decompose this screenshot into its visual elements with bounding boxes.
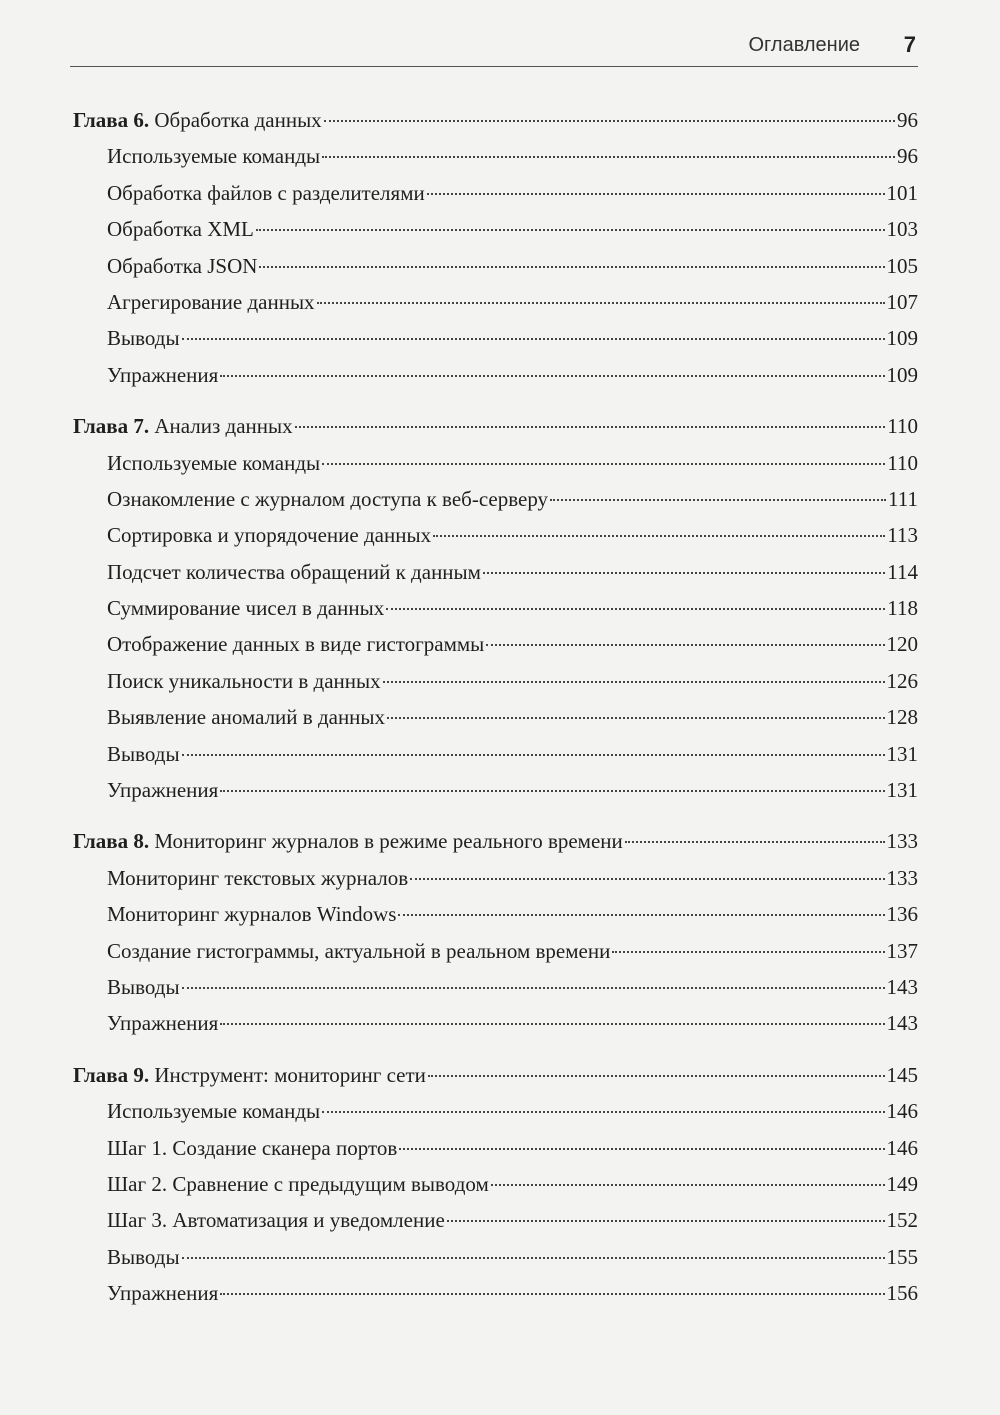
toc-entry-page: 105 [886,253,918,278]
toc-entry-title: Сортировка и упорядочение данных [107,523,432,548]
toc-entry [73,481,918,517]
chapter-title: Инструмент: мониторинг сети [154,1062,426,1087]
toc-entry-page: 114 [887,559,918,584]
chapter-page: 96 [897,108,918,132]
toc-entry [73,517,918,553]
toc-entry [73,248,918,284]
toc-entry-title: Используемые команды [107,144,321,169]
chapter-9 [73,1057,918,1312]
running-header [70,30,918,67]
toc-entry-page: 96 [897,144,918,169]
page-number: 7 [903,32,916,57]
toc-chapter-entry [73,1057,918,1093]
dot-leader [383,681,885,683]
dot-leader [491,1184,885,1186]
toc-entry [73,1093,918,1129]
dot-leader [486,644,884,646]
toc-entry [73,969,918,1005]
toc-entry [73,357,918,393]
toc-entry-page: 120 [886,632,918,657]
toc-entry [73,445,918,481]
toc-entry-title: Обработка JSON [107,253,258,278]
toc-entry-title: Обработка файлов с разделителями [107,180,425,205]
toc-entry [73,1166,918,1202]
toc-entry [73,175,918,211]
dot-leader [428,1075,885,1077]
dot-leader [427,193,885,195]
toc-entry [73,933,918,969]
dot-leader [447,1220,885,1222]
toc-entry-title: Поиск уникальности в данных [107,668,381,693]
chapter-title: Мониторинг журналов в режиме реального времени [154,829,623,854]
toc-entry [73,138,918,174]
chapter-number: Глава 6. [73,108,150,132]
chapter-page: 110 [887,414,918,439]
toc-entry-title: Мониторинг журналов Windows [107,902,397,927]
toc-entry-title: Шаг 1. Создание сканера портов [107,1135,398,1160]
toc-entry [73,736,918,772]
table-of-contents [73,102,918,1327]
chapter-heading [73,1057,426,1093]
chapter-heading [73,102,322,138]
chapter-heading [73,823,623,859]
dot-leader [317,302,885,304]
toc-entry-title: Суммирование чисел в данных [107,596,385,621]
toc-entry-page: 109 [886,362,918,387]
dot-leader [483,572,885,574]
toc-entry-page: 155 [886,1244,918,1269]
toc-entry-title: Упражнения [107,1011,219,1036]
toc-entry [73,320,918,356]
dot-leader [182,1257,885,1259]
toc-entry [73,590,918,626]
toc-chapter-entry [73,102,918,138]
toc-entry-title: Упражнения [107,778,219,803]
toc-entry-page: 143 [886,1011,918,1036]
toc-entry-title: Создание гистограммы, актуальной в реальном времени [107,938,611,963]
toc-chapter-entry [73,823,918,859]
toc-entry [73,772,918,808]
dot-leader [220,1293,884,1295]
toc-chapter-entry [73,408,918,444]
toc-entry [73,896,918,932]
chapter-number: Глава 9. [73,1062,150,1087]
dot-leader [182,338,885,340]
dot-leader [322,1111,884,1113]
toc-entry-page: 143 [886,974,918,999]
toc-entry-title: Мониторинг текстовых журналов [107,865,409,890]
toc-entry-page: 152 [886,1208,918,1233]
dot-leader [324,120,895,122]
toc-entry-title: Используемые команды [107,1099,321,1124]
toc-entry-page: 131 [886,741,918,766]
toc-entry-page: 103 [886,217,918,242]
chapter-title: Анализ данных [154,414,293,439]
dot-leader [182,754,885,756]
toc-entry-title: Упражнения [107,362,219,387]
toc-entry-page: 126 [886,668,918,693]
toc-entry-page: 111 [888,486,918,511]
dot-leader [386,608,885,610]
dot-leader [399,1148,884,1150]
dot-leader [295,426,886,428]
toc-entry-page: 146 [886,1099,918,1124]
toc-entry-title: Упражнения [107,1281,219,1306]
chapter-page: 133 [886,829,918,854]
toc-entry-page: 146 [886,1135,918,1160]
toc-entry-page: 107 [886,289,918,314]
toc-entry-title: Обработка XML [107,217,254,242]
dot-leader [256,229,885,231]
toc-entry-page: 136 [886,902,918,927]
chapter-number: Глава 8. [73,829,150,854]
toc-entry-page: 156 [886,1281,918,1306]
toc-entry [73,699,918,735]
toc-entry-page: 137 [886,938,918,963]
toc-entry-page: 128 [886,705,918,730]
toc-entry-title: Шаг 3. Автоматизация и уведомление [107,1208,445,1233]
toc-entry-page: 110 [887,450,918,475]
toc-entry-title: Выявление аномалий в данных [107,705,386,730]
toc-entry-page: 118 [887,596,918,621]
toc-entry-title: Шаг 2. Сравнение с предыдущим выводом [107,1171,489,1196]
toc-entry [73,1239,918,1275]
toc-entry-page: 149 [886,1171,918,1196]
toc-entry-page: 131 [886,778,918,803]
dot-leader [387,717,884,719]
dot-leader [550,499,886,501]
toc-entry [73,1130,918,1166]
toc-entry-title: Выводы [107,974,180,999]
dot-leader [398,914,884,916]
dot-leader [612,951,884,953]
toc-entry-title: Используемые команды [107,450,321,475]
dot-leader [433,535,885,537]
toc-entry [73,211,918,247]
toc-entry [73,1275,918,1311]
toc-entry-page: 113 [887,523,918,548]
dot-leader [220,375,884,377]
toc-entry [73,860,918,896]
toc-entry [73,626,918,662]
toc-entry-page: 133 [886,865,918,890]
toc-entry [73,1202,918,1238]
toc-entry-page: 109 [886,326,918,351]
dot-leader [625,841,885,843]
toc-entry [73,284,918,320]
toc-entry-title: Выводы [107,326,180,351]
chapter-6 [73,102,918,393]
dot-leader [220,1023,884,1025]
chapter-number: Глава 7. [73,414,150,439]
chapter-page: 145 [886,1062,918,1087]
dot-leader [322,463,885,465]
chapter-heading [73,408,293,444]
toc-entry-title: Выводы [107,1244,180,1269]
chapter-7 [73,408,918,808]
dot-leader [259,266,884,268]
toc-entry-title: Ознакомление с журналом доступа к веб-серверу [107,486,549,511]
toc-entry-title: Отображение данных в виде гистограммы [107,632,485,657]
toc-entry-page: 101 [886,180,918,205]
toc-entry-title: Агрегирование данных [107,289,315,314]
toc-entry [73,1005,918,1041]
toc-entry [73,663,918,699]
dot-leader [410,878,884,880]
toc-entry-title: Выводы [107,741,180,766]
dot-leader [220,790,884,792]
chapter-8 [73,823,918,1041]
dot-leader [322,156,895,158]
chapter-title: Обработка данных [154,108,322,132]
toc-entry [73,554,918,590]
running-header-title: Оглавление [748,34,860,56]
dot-leader [182,987,885,989]
toc-entry-title: Подсчет количества обращений к данным [107,559,481,584]
